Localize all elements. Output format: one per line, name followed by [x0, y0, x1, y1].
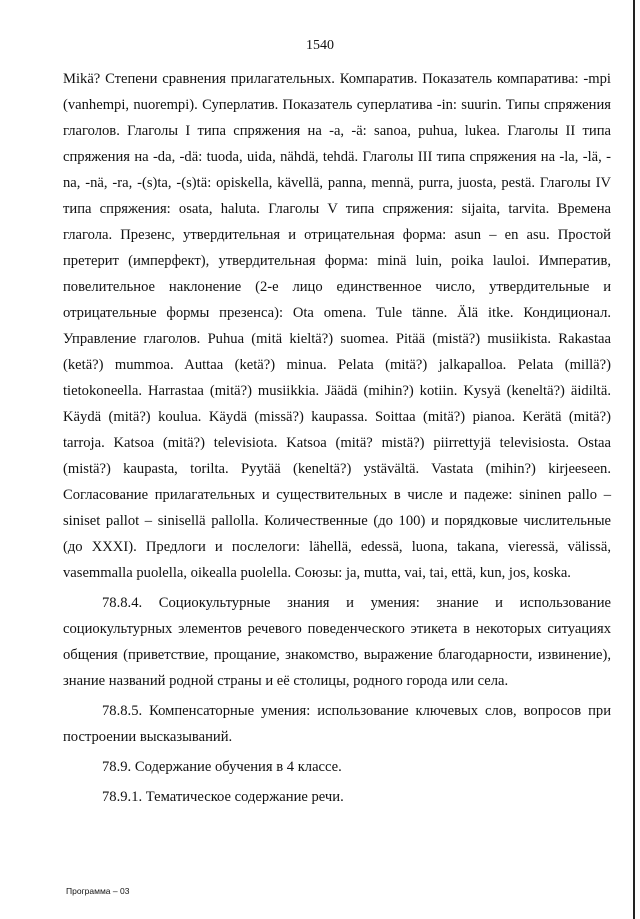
page-number: 1540 [306, 38, 334, 53]
paragraph-78-8-5: 78.8.5. Компенсаторные умения: использование ключевых слов, вопросов при построении высказываний. [63, 703, 611, 745]
document-body [63, 66, 611, 810]
paragraph-78-9-1: 78.9.1. Тематическое содержание речи. [102, 789, 344, 805]
page-border-line [633, 0, 635, 919]
footer-label: Программа – 03 [66, 886, 130, 896]
paragraph-78-8-4: 78.8.4. Социокультурные знания и умения: знание и использование социокультурных элементов речевого поведенческого этикета в некоторых ситуациях общения (приветствие, прощание, знакомство, выражение благодарности, извинение), знание названий родной страны и её столицы, родного города или села. [63, 595, 611, 689]
paragraph-78-9: 78.9. Содержание обучения в 4 классе. [102, 759, 342, 775]
paragraph-grammar-list: Mikä? Степени сравнения прилагательных. Компаратив. Показатель компаратива: -mpi (vanhempi, nuorempi). Суперлатив. Показатель суперлатива -in: suurin. Типы спряжения глаголов. Глаголы I типа спряжения на -a, -ä: sanoa, puhua, lukea. Глаголы II типа спряжения на -da, -dä: tuoda, uida, nähdä, tehdä. Глаголы III типа спряжения на -la, -lä, -na, -nä, -ra, -(s)ta, -(s)tä: opiskella, kävellä, panna, mennä, purra, juosta, pestä. Глаголы IV типа спряжения: osata, haluta. Глаголы V типа спряжения: sijaita, tarvita. Времена глагола. Презенс, утвердительная и отрицательная форма: asun – en asu. Простой претерит (имперфект), утвердительная форма: minä luin, poika lauloi. Императив, повелительное наклонение (2-е лицо единственное число, утвердительные и отрицательные формы презенса): Ota omena. Tule tänne. Älä itke. Кондиционал. Управление глаголов. Puhua (mitä kieltä?) suomea. Pitää (mistä?) musiikista. Rakastaa (ketä?) mummoa. Auttaa (ketä?) minua. Pelata (mitä?) jalkapalloa. Pelata (millä?) tietokoneella. Harrastaa (mitä?) musiikkia. Jäädä (mihin?) kotiin. Kysyä (keneltä?) äidiltä. Käydä (mitä?) koulua. Käydä (missä?) kaupassa. Soittaa (mitä?) pianoa. Kerätä (mitä?) tarroja. Katsoa (mitä?) televisiota. Katsoa (mitä? mistä?) piirrettyjä televisiosta. Ostaa (mistä?) kaupasta, torilta. Pyytää (keneltä?) ystävältä. Vastata (mihin?) kirjeeseen. Согласование прилагательных и существительных в числе и падеже: sininen pallo – siniset pallot – sinisellä pallolla. Количественные (до 100) и порядковые числительные (до XXXI). Предлоги и послелоги: lähellä, edessä, luona, takana, vieressä, välissä, vasemmalla puolella, oikealla puolella. Союзы: ja, mutta, vai, tai, että, kun, jos, koska. [63, 71, 611, 581]
